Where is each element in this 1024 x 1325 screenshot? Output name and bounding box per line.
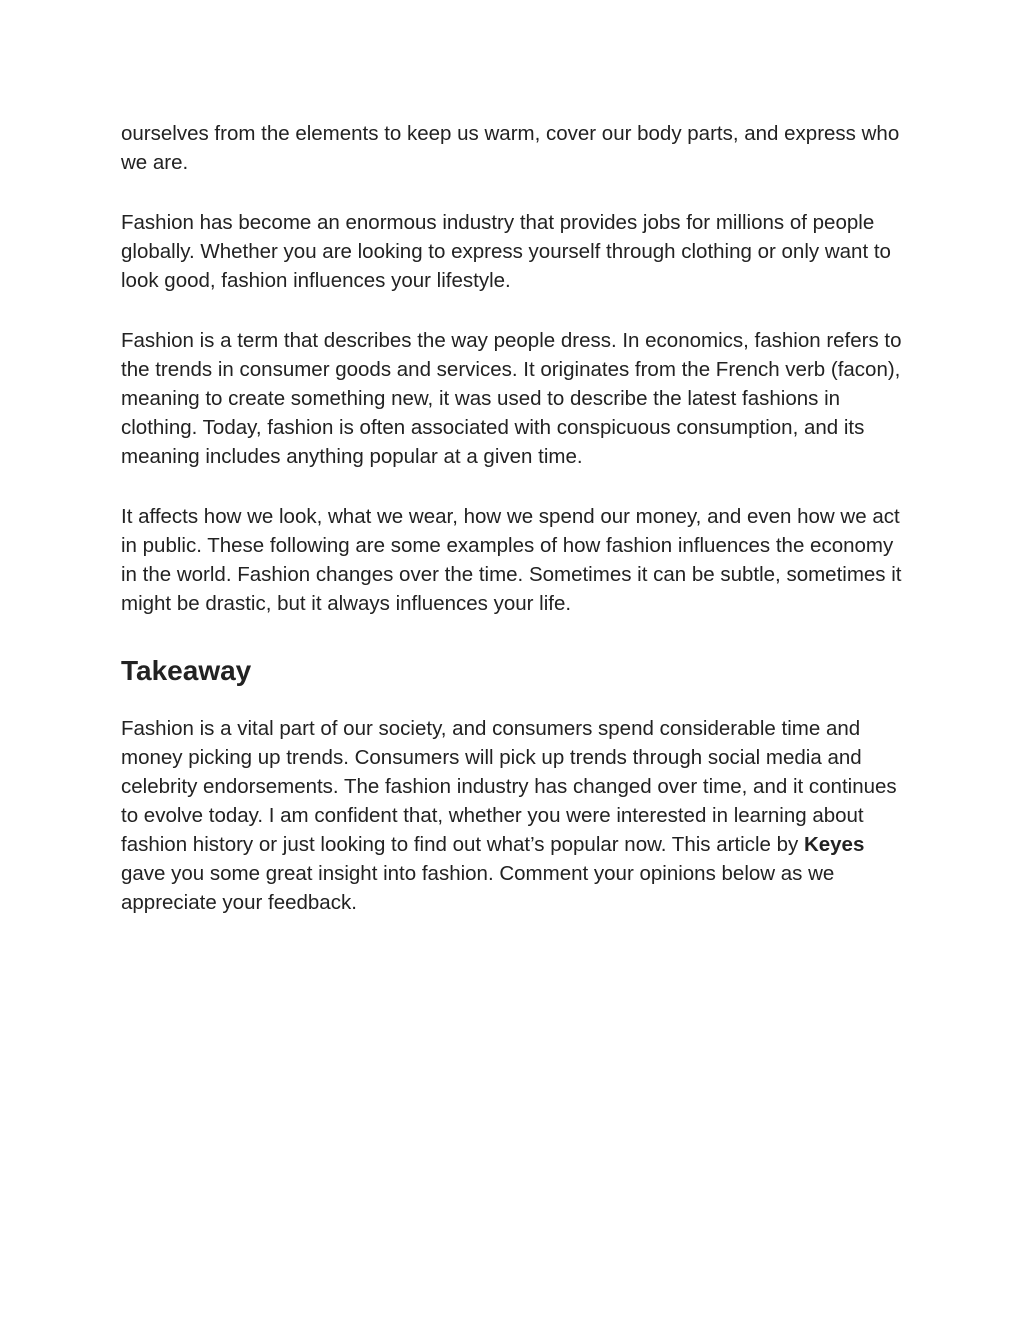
author-name: Keyes bbox=[803, 833, 865, 856]
paragraph-influence: It affects how we look, what we wear, how we spend our money, and even how we act in public. These following are some examples of how fashion influences the economy in the world. Fashion changes over the time. Sometimes it can be subtle, sometimes it might be drastic, but it always influences your life. bbox=[121, 505, 902, 615]
takeaway-text-end: gave you some great insight into fashion. Comment your opinions below as we appreciate your feedback. bbox=[121, 862, 835, 914]
paragraph-definition: Fashion is a term that describes the way people dress. In economics, fashion refers to the trends in consumer goods and services. It originates from the French verb (facon), meaning to create something new, it was used to describe the latest fashions in clothing. Today, fashion is often associated with conspicuous consumption, and its meaning includes anything popular at a given time. bbox=[121, 329, 902, 468]
document-body bbox=[121, 119, 911, 948]
takeaway-text-start: Fashion is a vital part of our society, and consumers spend considerable time and money picking up trends. Consumers will pick up trends through social media and celebrity endorsements. The fashion industry has changed over time, and it continues to evolve today. I am confident that, whether you were interested in learning about fashion history or just looking to find out what’s popular now. This article by bbox=[121, 717, 897, 856]
section-heading-takeaway: Takeaway bbox=[121, 655, 252, 686]
paragraph-intro-continued: ourselves from the elements to keep us warm, cover our body parts, and express who we are. bbox=[121, 122, 900, 174]
paragraph-takeaway bbox=[121, 714, 911, 917]
paragraph-industry: Fashion has become an enormous industry that provides jobs for millions of people globally. Whether you are looking to express yourself through clothing or only want to look good, fashion influences your lifestyle. bbox=[121, 211, 891, 292]
